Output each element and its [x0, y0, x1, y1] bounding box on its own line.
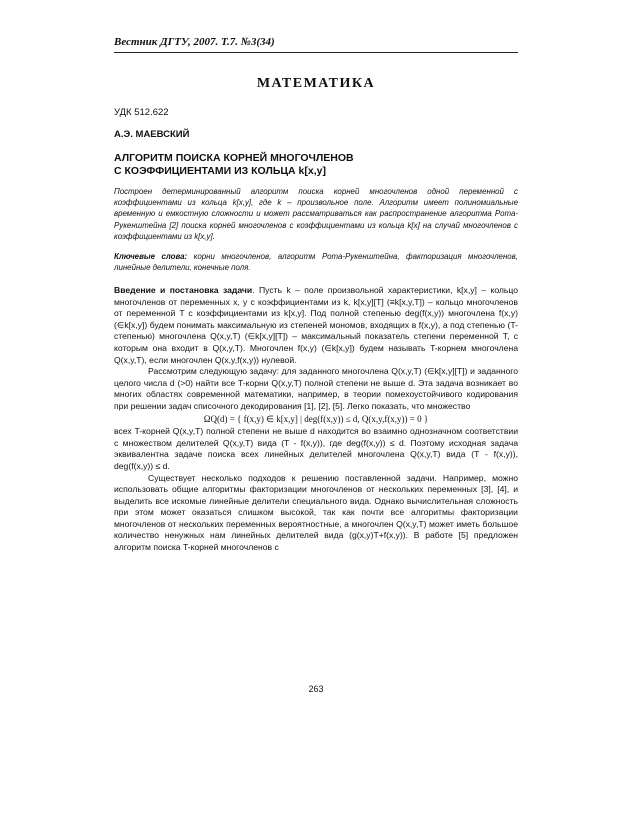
paragraph-equivalence: всех T-корней Q(x,y,T) полной степени не выше d находится во взаимно однозначном соответствии с множеством делителей Q(x,y,T) вида (T - f(x,y)), где deg(f(x,y)) ≤ d. Поэтому исходная задача эквивалентна задаче поиска всех линейных делителей многочлена Q(x,y,T) вида (T - f(x,y)), deg(f(x,y)) ≤ d.	[114, 426, 518, 471]
intro-text: . Пусть k – поле произвольной характеристики, k[x,y] – кольцо многочленов от переменных x, y с коэффициентами из k, k[x,y][T] (≡k[x,y,T]) – кольцо многочленов от переменной T с коэффициентами из k[x,y]. Под полной степенью deg(f(x,y)) многочлена f(x,y) (∈k[x,y]) будем понимать максимальную из степеней мономов, входящих в f(x,y), а под степенью (T-степенью) многочлена Q(x,y,T) (∈k[x,y][T]) – максимальный показатель степени переменной T, с которым она входит в Q(x,y,T). Многочлен f(x,y) (∈k[x,y]) будем называть T-корнем многочлена Q(x,y,T), если многочлен Q(x,y,f(x,y)) нулевой.	[114, 285, 519, 365]
article-body	[114, 285, 518, 554]
paragraph-intro	[114, 285, 518, 366]
article-title-line: АЛГОРИТМ ПОИСКА КОРНЕЙ МНОГОЧЛЕНОВ	[114, 152, 354, 164]
keywords-label: Ключевые слова:	[114, 252, 188, 261]
article-title-line: С КОЭФФИЦИЕНТАМИ ИЗ КОЛЬЦА k[x,y]	[114, 165, 326, 177]
keywords-text: корни многочленов, алгоритм Рота-Рукенштейна, факторизация многочленов, линейные делители, конечные поля.	[114, 252, 518, 273]
article-title	[114, 152, 354, 178]
omega-formula: ΩQ(d) = { f(x,y) ∈ k[x,y] | deg(f(x,y)) ≤ d, Q(x,y,f(x,y)) = 0 }	[203, 413, 429, 424]
intro-heading: Введение и постановка задачи	[114, 285, 253, 295]
abstract: Построен детерминированный алгоритм поиска корней многочленов одной переменной с коэффициентами из кольца k[x,y], где k – произвольное поле. Алгоритм имеет полиномиальные временную и емкостную сложности и может рассматриваться как распространение алгоритма Рота-Рукенштейна [2] поиска корней многочленов с коэффициентами из кольца k[x] на случай многочленов с коэффициентами из k[x,y].	[114, 187, 518, 241]
paragraph-problem: Рассмотрим следующую задачу: для заданного многочлена Q(x,y,T) (∈k[x,y][T]) и заданного целого числа d (>0) найти все T-корни Q(x,y,T) полной степени не выше d. Эта задача возникает во многих областях современной математики, например, в теории помехоустойчивого кодирования при решении задач списочного декодирования [1], [2], [5]. Легко показать, что множество	[114, 366, 518, 411]
paragraph-approaches: Существует несколько подходов к решению поставленной задачи. Например, можно использовать общие алгоритмы факторизации многочленов от нескольких переменных [3], [4], и выделить все искомые линейные делители специального вида. Однако вычислительная сложность при этом может оказаться слишком высокой, так как почти все алгоритмы факторизации многочленов от нескольких переменных вероятностные, а многочлен Q(x,y,T) может иметь большое количество ненужных нам линейных делителей вида (g(x,y)T+f(x,y)). В работе [5] предложен алгоритм поиска T-корней многочленов с	[114, 472, 518, 553]
udk-code: УДК 512.622	[114, 107, 169, 118]
header-rule	[114, 52, 518, 53]
section-title: МАТЕМАТИКА	[256, 76, 376, 91]
author: А.Э. МАЕВСКИЙ	[114, 129, 190, 140]
journal-header: Вестник ДГТУ, 2007. Т.7. №3(34)	[114, 36, 275, 48]
page-number: 263	[308, 684, 324, 694]
keywords	[114, 251, 518, 273]
